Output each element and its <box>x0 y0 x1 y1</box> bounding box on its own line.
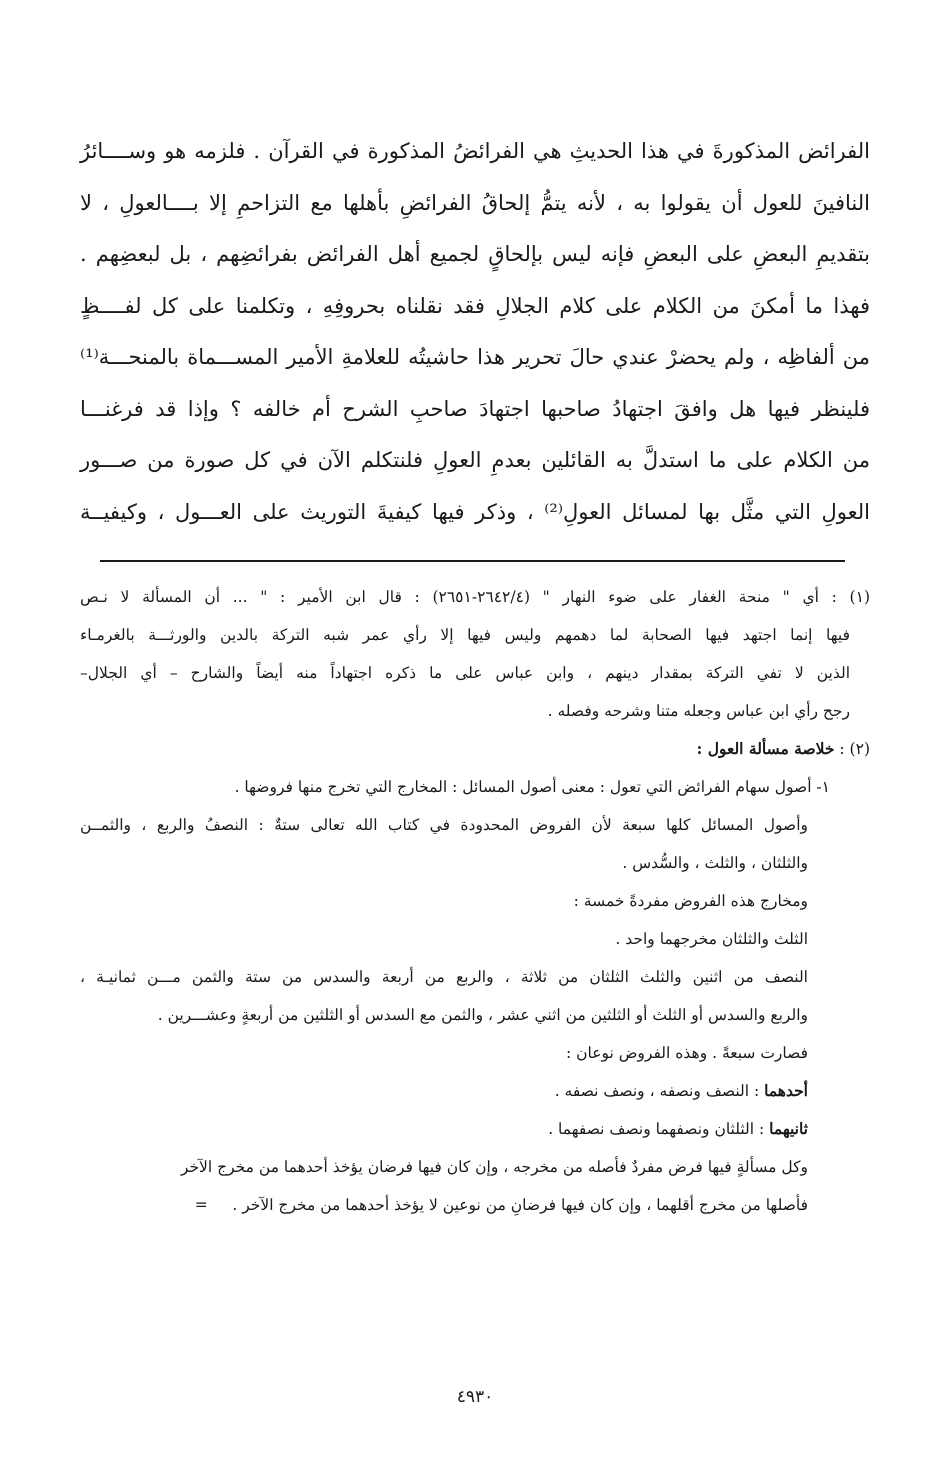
footnote-2-last-line-text: فأصلها من مخرج أقلهما ، وإن كان فيها فرضانِ من نوعين لا يؤخذ أحدهما من مخرج الآخر . <box>232 1196 808 1214</box>
main-text-line: من ألفاظِه ، ولم يحضرْ عندي حالَ تحرير هذا حاشيتُه للعلامةِ الأمير المســـماة بالمنحـــة⁽¹⁾ <box>80 345 870 369</box>
type-1-text: : النصف ونصفه ، ونصف نصفه . <box>554 1082 765 1100</box>
footnote-2-paragraph-line: والثلثان ، والثلث ، والسُّدس . <box>622 854 808 872</box>
footnote-2-paragraph-line: والربع والسدس أو الثلث أو الثلثين من اثني عشر ، والثمن مع السدس أو الثلثين من أربعةٍ وعشـــرين . <box>157 1006 808 1024</box>
footnote-2-exits-intro: ومخارج هذه الفروض مفردةً خمسة : <box>573 892 808 910</box>
main-text-line: الفرائض المذكورةَ في هذا الحديثِ هي الفرائضُ المذكورة في القرآن . فلزمه هو وســــائرُ <box>80 139 870 163</box>
footnote-line: فيها إنما اجتهد فيها الصحابة لما دهمهم وليس فيها إلا رأي عمر شبه التركة بالدين والورثـــة بالغرمـاء <box>80 626 850 644</box>
footnote-2-heading <box>80 730 870 768</box>
footnote-2-paragraph-line: النصف من اثنين والثلث الثلثان من ثلاثة ، والربع من أربعة والسدس من ستة والثمن مـــن ثمانيـة ، <box>80 968 808 986</box>
main-text-line: من الكلام على ما استدلَّ به القائلين بعدمِ العولِ فلنتكلم الآن في كل صورة من صـــور <box>80 448 870 472</box>
footnote-2-number: (٢) : <box>839 740 870 758</box>
footnote-2-paragraph-line: وكل مسألةٍ فيها فرض مفردٌ فأصله من مخرجه ، وإن كان فيها فرضان يؤخذ أحدهما من مخرج الآخر <box>180 1158 808 1176</box>
footnote-2-paragraph-line: وأصول المسائل كلها سبعة لأن الفروض المحدودة في كتاب الله تعالى ستةٌ : النصفُ والربع ، والثمــن <box>80 816 808 834</box>
main-text-line: فلينظر فيها هل وافقَ اجتهادُ صاحبها اجتهادَ صاحبِ الشرح أم خالفه ؟ وإذا قد فرغنـــا <box>80 396 870 421</box>
footnote-2-title: خلاصة مسألة العول : <box>696 739 835 758</box>
type-2-text: : الثلثان ونصفهما ونصف نصفهما . <box>548 1120 770 1138</box>
type-1-label: أحدهما <box>764 1081 808 1100</box>
footnote-2-paragraph-line: فصارت سبعةً . وهذه الفروض نوعان : <box>565 1044 808 1062</box>
footnote-line: (١) : أي " منحة الغفار على ضوء النهار " (٢٦٤٢/٤-٢٦٥١) : قال ابن الأمير : " ... أن المسألة لا نـص <box>80 588 870 606</box>
main-text-line: بتقديمِ البعضِ على البعضِ فإنه ليس بإلحاقٍ لجميع أهل الفرائض بفرائضِهم ، بل لبعضِهم . <box>80 242 870 266</box>
footnote-2-item-1: ١- أصول سهام الفرائض التي تعول : معنى أصول المسائل : المخارج التي تخرج منها فروضها . <box>234 778 830 796</box>
footnotes-block <box>80 578 870 1224</box>
main-text-block <box>80 126 870 538</box>
type-2-label: ثانيهما <box>769 1119 808 1138</box>
continuation-mark: = <box>194 1196 208 1214</box>
main-text-line: العولِ التي مثَّل بها لمسائل العولِ⁽²⁾ ، وذكر فيها كيفيةَ التوريث على العـــول ، وكيفيــة <box>80 499 871 524</box>
footnote-separator-rule <box>100 560 845 562</box>
footnote-2 <box>80 730 870 1224</box>
footnote-line: رجح رأي ابن عباس وجعله متنا وشرحه وفصله . <box>547 702 850 720</box>
page-number: ٤٩٣٠ <box>456 1387 494 1407</box>
footnote-1 <box>80 578 870 730</box>
footnote-line: الذين لا تفي التركة بمقدار دينهم ، وابن عباس على ما ذكره اجتهاداً منه أيضاً والشارح – أي الجلال– <box>80 664 850 682</box>
footnote-2-type-1 <box>80 1072 870 1110</box>
footnote-2-type-2 <box>80 1110 870 1148</box>
footnote-2-exits-line: الثلث والثلثان مخرجهما واحد . <box>615 930 808 948</box>
footnote-2-paragraph-line <box>80 1186 870 1224</box>
main-text-line: النافينَ للعول أن يقولوا به ، لأنه يتمُّ إلحاقُ الفرائضِ بأهلها مع التزاحمِ إلا بــــالعولِ ، لا <box>80 190 870 215</box>
main-text-line: فهذا ما أمكنَ من الكلام على كلام الجلالِ فقد نقلناه بحروفِهِ ، وتكلمنا على كل لفــــظٍ <box>80 293 870 318</box>
